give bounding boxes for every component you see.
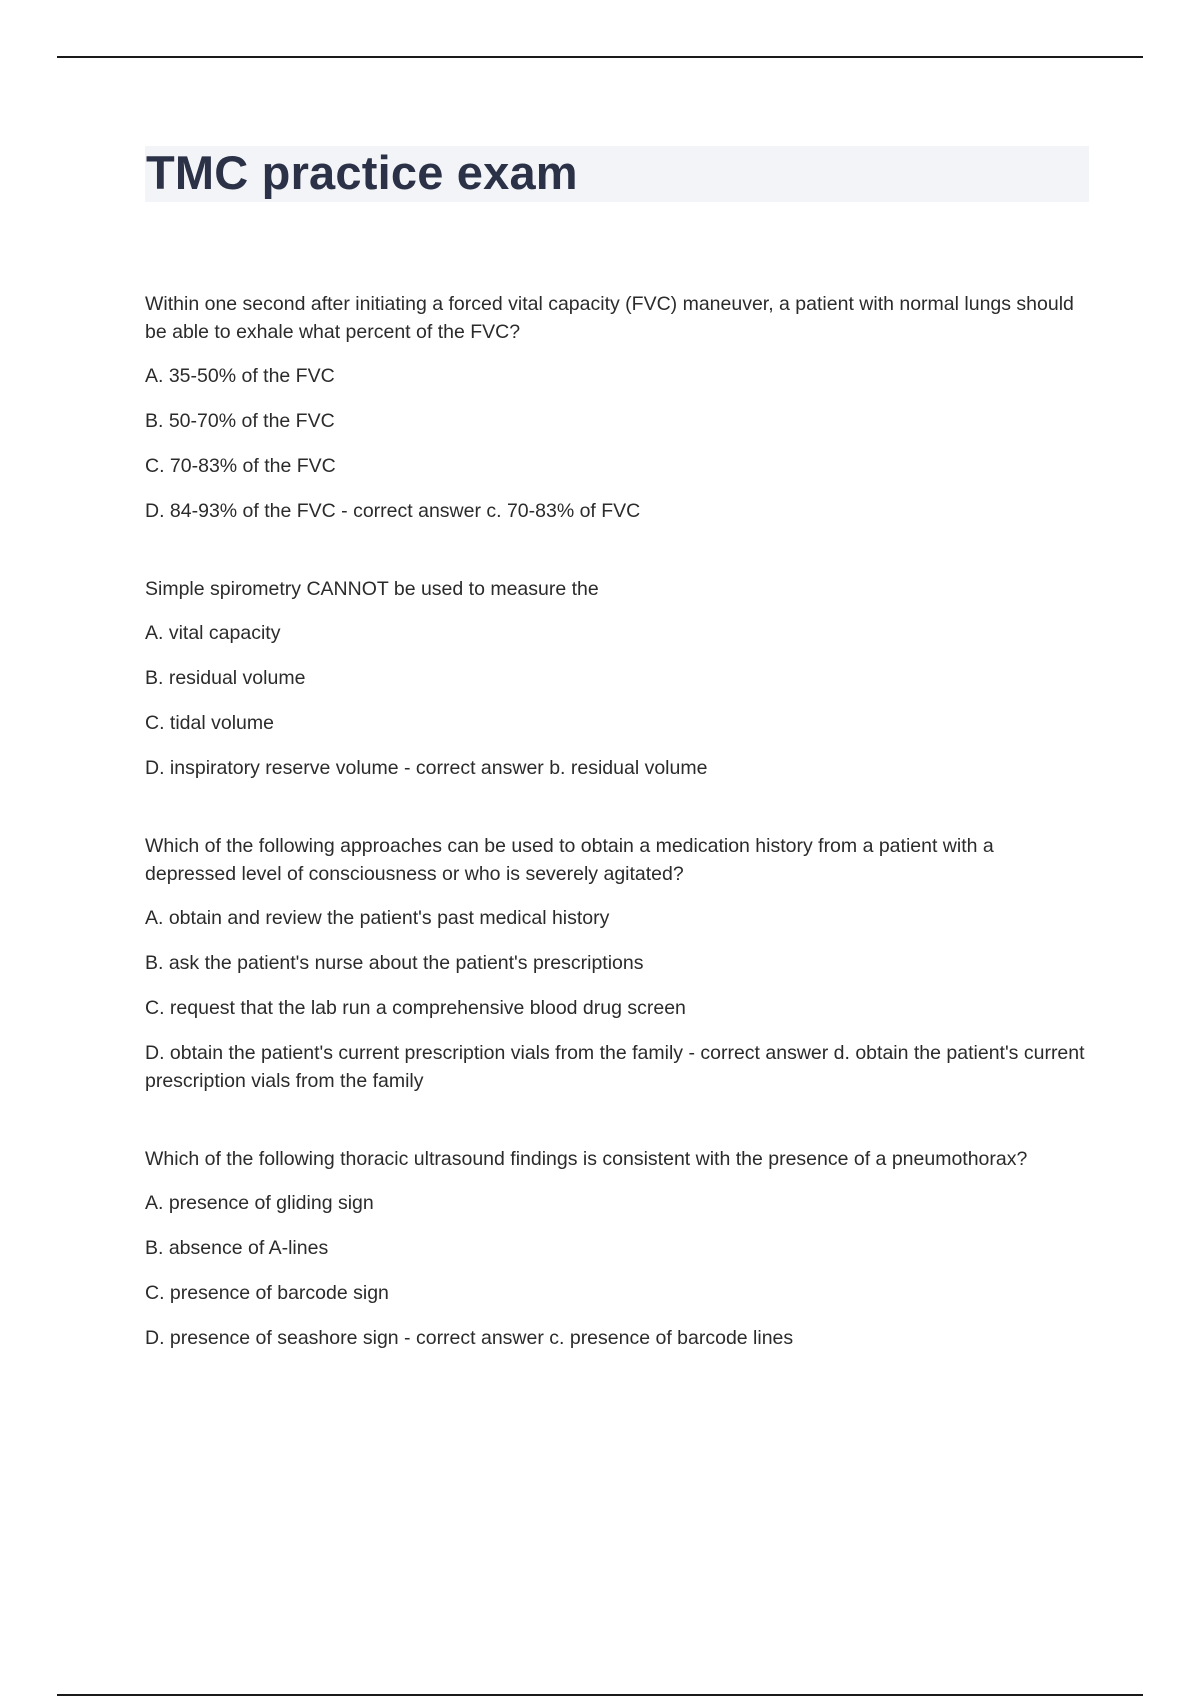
option-d-with-answer: D. inspiratory reserve volume - correct answer b. residual volume — [145, 757, 708, 779]
header-rule — [57, 56, 1143, 58]
question-3 — [145, 832, 1090, 1095]
option-b: B. residual volume — [145, 667, 306, 689]
option-b: B. 50-70% of the FVC — [145, 410, 335, 432]
option-a: A. 35-50% of the FVC — [145, 365, 335, 387]
page-title: TMC practice exam — [146, 146, 578, 199]
option-a: A. obtain and review the patient's past medical history — [145, 907, 610, 929]
option-d-with-answer: D. presence of seashore sign - correct answer c. presence of barcode lines — [145, 1327, 794, 1349]
option-d-with-answer: D. 84-93% of the FVC - correct answer c. 70-83% of FVC — [145, 500, 641, 522]
option-c: C. tidal volume — [145, 712, 274, 734]
option-a: A. presence of gliding sign — [145, 1192, 374, 1214]
question-list — [145, 290, 1090, 1402]
question-text: Within one second after initiating a forced vital capacity (FVC) maneuver, a patient with normal lungs should be able to exhale what percent of the FVC? — [145, 293, 1074, 343]
option-a: A. vital capacity — [145, 622, 281, 644]
option-b: B. ask the patient's nurse about the patient's prescriptions — [145, 952, 644, 974]
question-text: Which of the following thoracic ultrasound findings is consistent with the presence of a pneumothorax? — [145, 1148, 1028, 1170]
footer-rule — [57, 1694, 1143, 1696]
question-1 — [145, 290, 1090, 525]
option-d-with-answer: D. obtain the patient's current prescription vials from the family - correct answer d. obtain the patient's current prescription vials from the family — [145, 1042, 1085, 1092]
question-4 — [145, 1145, 1090, 1352]
option-c: C. 70-83% of the FVC — [145, 455, 336, 477]
option-b: B. absence of A-lines — [145, 1237, 329, 1259]
question-2 — [145, 575, 1090, 782]
question-text: Which of the following approaches can be used to obtain a medication history from a patient with a depressed level of consciousness or who is severely agitated? — [145, 835, 994, 885]
option-c: C. presence of barcode sign — [145, 1282, 389, 1304]
question-text: Simple spirometry CANNOT be used to measure the — [145, 578, 599, 600]
option-c: C. request that the lab run a comprehensive blood drug screen — [145, 997, 686, 1019]
